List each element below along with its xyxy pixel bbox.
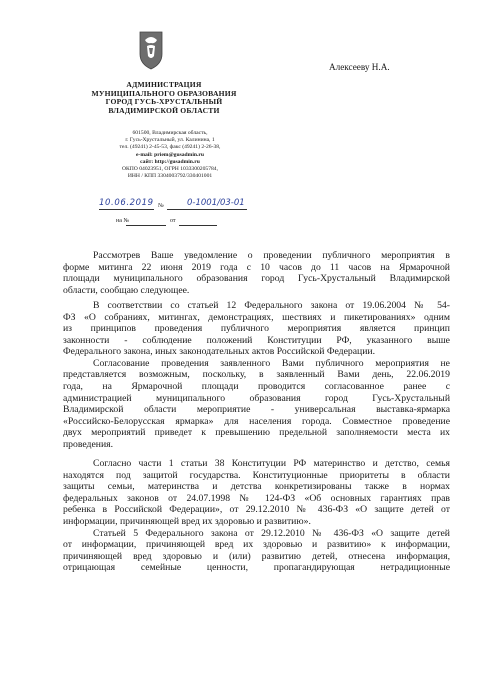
contact-line: ИНН / КПП 3304003792/330401001 — [127, 173, 213, 180]
date-underline — [99, 209, 154, 210]
text-line: Согласно части 1 статьи 38 Конституции РФ материнство и детство, семья — [93, 458, 450, 470]
paragraph — [63, 358, 450, 450]
text-line: законности - соблюдение положений Конституции РФ, указанного выше — [63, 334, 450, 346]
reference-line — [116, 217, 236, 227]
text-line: защиты семьи, материнства и детства конкретизированы также в нормах — [63, 481, 450, 493]
text-line: Статьей 5 Федерального закона от 29.12.2010 № 436-ФЗ «О защите детей — [93, 527, 450, 539]
text-line: представляется возможным, поскольку, в заявленный Вами день, 22.06.2019 — [63, 369, 450, 381]
letter-body — [63, 250, 450, 574]
text-line: федеральных законов от 24.07.1998 № 124-ФЗ «Об основных гарантиях прав — [63, 492, 450, 504]
text-line: Рассмотрев Ваше уведомление о проведении публичного мероприятия в — [93, 250, 450, 261]
organization-contacts — [60, 130, 280, 180]
text-line: причиняющей вред здоровью и (или) развитию детей, отнесена информация, — [63, 550, 450, 562]
org-line: ГОРОД ГУСЬ-ХРУСТАЛЬНЫЙ — [105, 97, 223, 107]
paragraph — [63, 250, 450, 296]
text-line: из принципов проведения публичного мероприятия является принцип — [63, 323, 450, 335]
text-line: площади муниципального образования город Гусь-Хрустальный Владимирской — [63, 273, 450, 285]
paragraph — [63, 458, 450, 527]
text-line: года, на Ярмарочной площади проводится согласованное ранее с — [63, 381, 450, 393]
text-line: Владимирской области мероприятие - универсальная выставка-ярмарка — [63, 404, 450, 416]
text-line: «Российско-Белорусская ярмарка» для населения города. Совместное проведение — [63, 415, 450, 427]
text-line: проведения. — [63, 438, 114, 450]
text-line: информации, причиняющей вред их здоровью и развитию». — [63, 516, 311, 528]
text-line: от информации, причиняющей вред их здоровью и развитию» к информации, — [63, 539, 450, 551]
text-line: отрицающая семейные ценности, пропагандирующая нетрадиционные — [63, 562, 450, 574]
ref-date-underline — [179, 225, 217, 226]
contact-line: г. Гусь-Хрустальный, ул. Калинина, 1 — [125, 137, 215, 144]
text-line: ФЗ «О собраниях, митингах, демонстрациях, шествиях и пикетированиях» одним — [63, 311, 450, 323]
contact-line: ОКПО 04023951, ОГРН 1033300205784, — [121, 166, 218, 173]
text-line: находятся под защитой государства. Конституционные приоритеты в области — [63, 469, 450, 481]
text-line: области, сообщаю следующее. — [63, 284, 190, 296]
ref-prefix: на № — [116, 218, 130, 224]
text-line: администрацией муниципального образования город Гусь-Хрустальный — [63, 392, 450, 404]
text-line: В соответствии со статьей 12 Федерального закона от 19.06.2004 № 54- — [93, 300, 450, 312]
handwritten-number: 0-1001/03-01 — [187, 198, 245, 208]
number-underline — [167, 209, 247, 210]
org-line: МУНИЦИПАЛЬНОГО ОБРАЗОВАНИЯ — [91, 88, 237, 98]
org-line: АДМИНИСТРАЦИЯ — [126, 80, 202, 89]
number-label: № — [158, 203, 164, 209]
paragraph — [63, 528, 450, 574]
contact-website: сайт: http://gusadmin.ru — [140, 158, 200, 165]
text-line: ребенка в Российской Федерации», от 29.12.2010 № 436-ФЗ «О защите детей от — [63, 504, 450, 516]
paragraph — [63, 300, 450, 358]
text-line: форме митинга 22 июня 2019 года с 10 часов до 11 часов на Ярмарочной — [63, 261, 450, 273]
contact-email: e-mail: priem@gusadmin.ru — [136, 151, 204, 158]
org-line: ВЛАДИМИРСКОЙ ОБЛАСТИ — [108, 105, 220, 115]
organization-name — [54, 81, 274, 115]
contact-line: 601500, Владимирская область, — [132, 130, 208, 136]
ref-from: от — [170, 218, 176, 224]
text-line: двух мероприятий приведет к превышению предельной заполняемости места их — [63, 427, 450, 439]
addressee: Алексееву Н.А. — [329, 62, 390, 72]
coat-of-arms-emblem — [138, 30, 164, 70]
contact-line: тел. (49241) 2-45-53, факс (49241) 2-26-38, — [119, 144, 221, 151]
text-line: Согласование проведения заявленного Вами публичного мероприятия не — [93, 357, 450, 369]
handwritten-date: 10.06.2019 — [99, 198, 154, 208]
ref-number-underline — [126, 225, 166, 226]
text-line: Федерального закона, иных законодательных актов Российской Федерации. — [63, 346, 376, 358]
outgoing-date-number — [99, 199, 259, 213]
